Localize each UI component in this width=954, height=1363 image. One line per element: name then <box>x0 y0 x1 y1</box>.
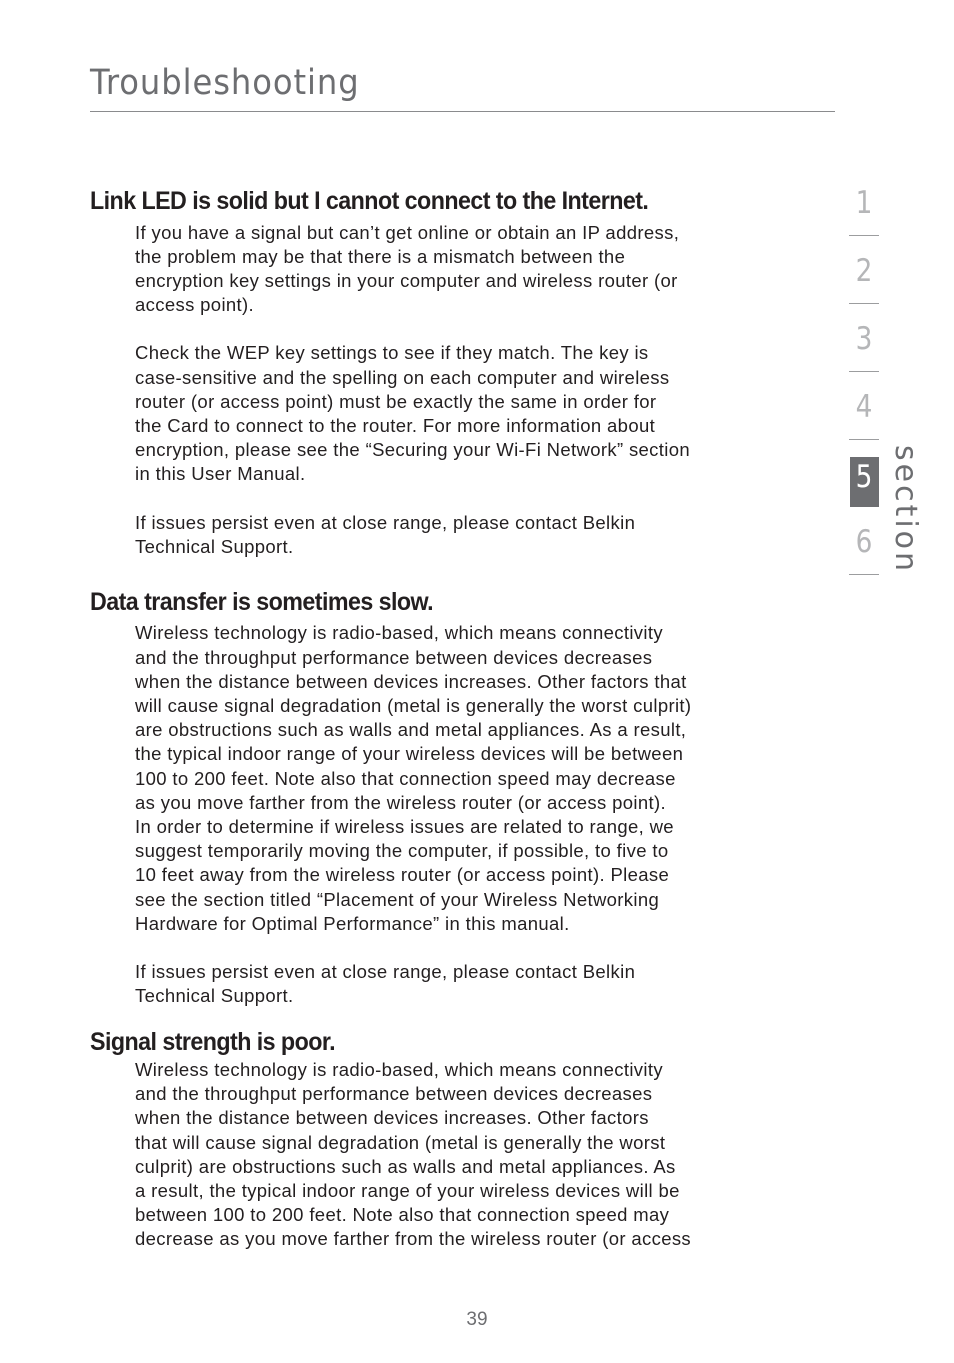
paragraph: If issues persist even at close range, please contact Belkin Technical Support. <box>135 961 636 1007</box>
section-tab-6[interactable] <box>849 521 879 575</box>
heading-link-led: Link LED is solid but I cannot connect to the Internet. <box>90 187 649 215</box>
section-number: 6 <box>855 524 873 560</box>
section-number: 1 <box>855 185 873 221</box>
heading-data-transfer: Data transfer is sometimes slow. <box>90 587 434 616</box>
section-number: 4 <box>855 389 873 425</box>
section-tab-4[interactable] <box>849 386 879 440</box>
section-label: section <box>888 445 923 575</box>
section-tab-5-active[interactable] <box>849 454 879 507</box>
title-divider <box>90 111 835 112</box>
paragraph: Check the WEP key settings to see if they match. The key is case-sensitive and the spelling on each computer and wireless router (or access point) must be exactly the same in order for the Card to connect to the router. For more information about encryption, please see the “Securing your Wi-Fi Network” section in this User Manual. <box>135 342 691 485</box>
section-number: 5 <box>855 459 873 495</box>
heading-signal-strength: Signal strength is poor. <box>90 1028 335 1057</box>
section-tab-2[interactable] <box>849 250 879 304</box>
section-tab-1[interactable] <box>849 182 879 236</box>
section-navigator <box>849 182 881 589</box>
main-content <box>90 186 810 1252</box>
page-number: 39 <box>466 1309 488 1330</box>
paragraph: If issues persist even at close range, please contact Belkin Technical Support. <box>135 511 636 557</box>
page-title: Troubleshooting <box>90 63 360 103</box>
paragraph: Wireless technology is radio-based, which means connectivity and the throughput performance between devices decreases when the distance between devices increases. Other factors that will cause signal degradation (metal is generally the worst culprit) are obstructions such as walls and metal appliances. As a result, the typical indoor range of your wireless devices will be between 100 to 200 feet. Note also that connection speed may decrease as you move farther from the wireless router (or access <box>135 1058 692 1250</box>
section-number: 3 <box>855 321 873 357</box>
paragraph: If you have a signal but can’t get online or obtain an IP address, the problem may be that there is a mismatch between the encryption key settings in your computer and wireless router (or access point). <box>135 221 680 316</box>
paragraph: Wireless technology is radio-based, which means connectivity and the throughput performance between devices decreases when the distance between devices increases. Other factors that will cause signal degradation (metal is generally the worst culprit) are obstructions such as walls and metal appliances. As a result, the typical indoor range of your wireless devices will be between 100 to 200 feet. Note also that connection speed may decrease as you move farther from the wireless router (or access point). In order to determine if wireless issues are related to range, we suggest temporarily moving the computer, if possible, to five to 10 feet away from the wireless router (or access point). Please see the section titled “Placement of your Wireless Networking Hardware for Optimal Performance” in this manual. <box>135 622 692 934</box>
section-tab-3[interactable] <box>849 318 879 372</box>
section-number: 2 <box>855 253 873 289</box>
